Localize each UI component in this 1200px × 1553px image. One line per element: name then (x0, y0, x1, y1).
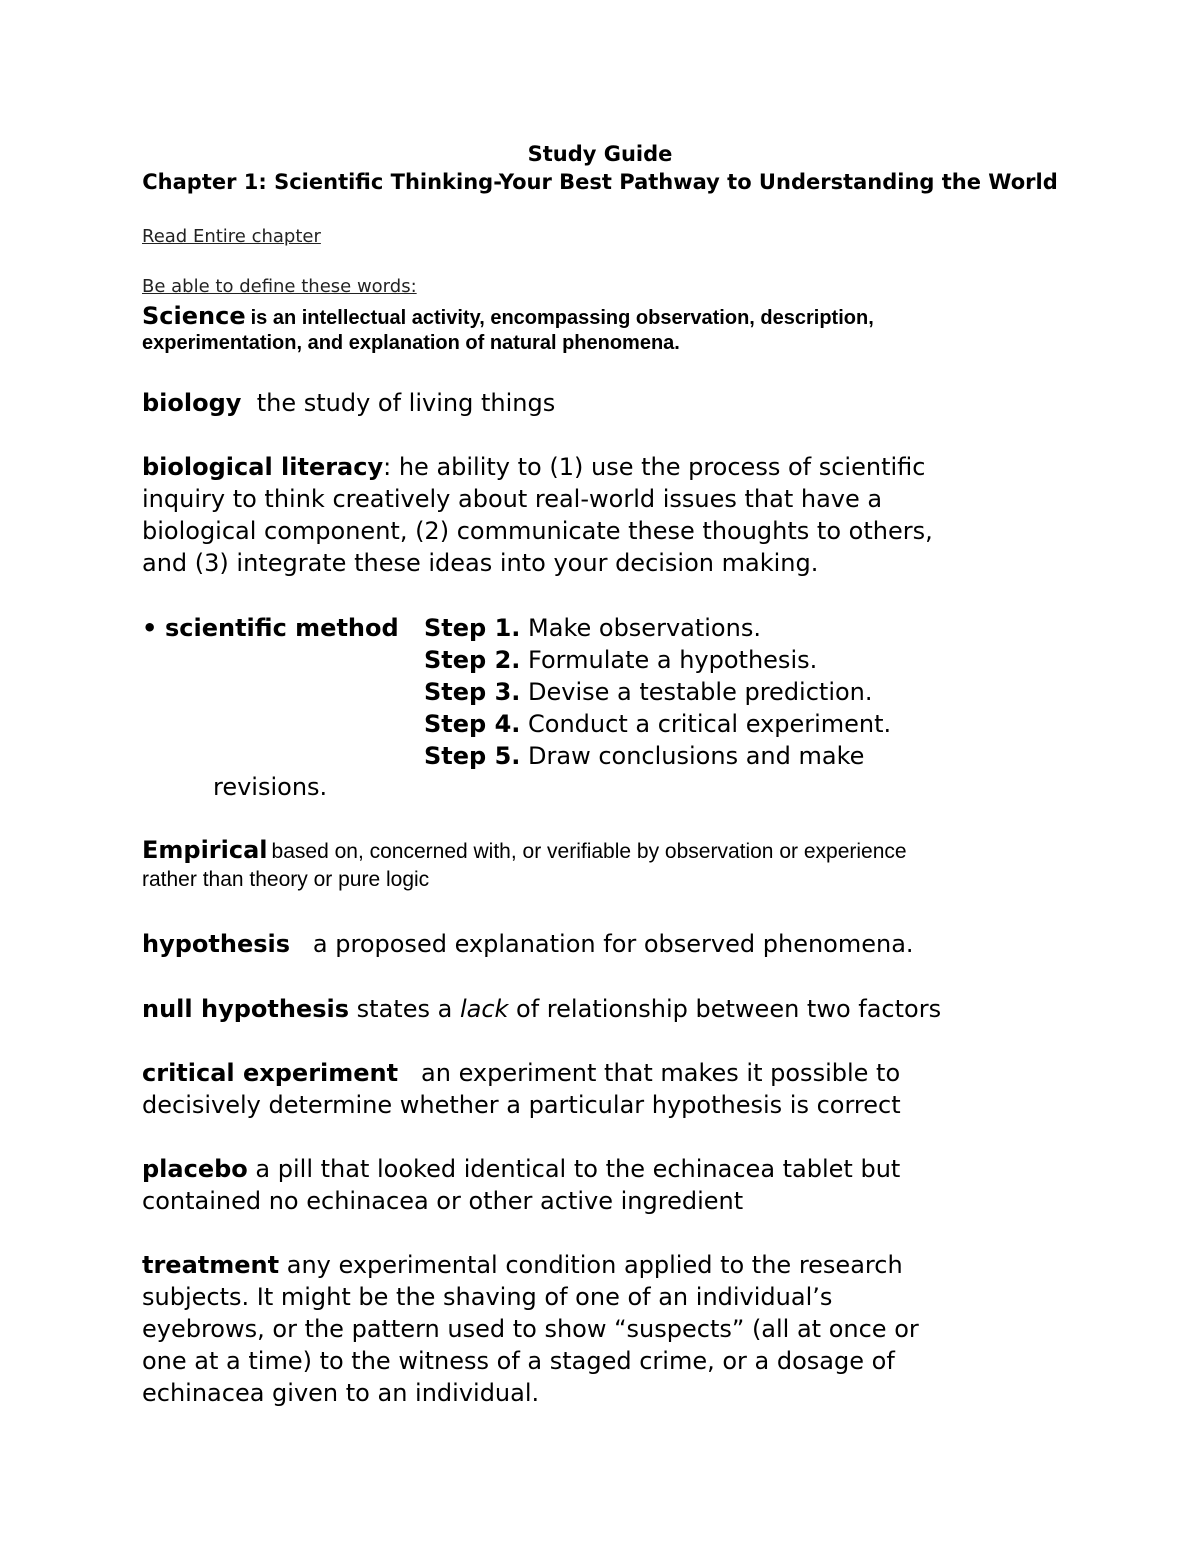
define-instruction: Be able to define these words: (142, 276, 417, 297)
science-def-line1: is an intellectual activity, encompassing observation, description, (250, 307, 874, 329)
hypothesis-def: a proposed explanation for observed phenomena. (312, 930, 914, 958)
biology-entry (142, 387, 555, 419)
step-item: Step 3. Devise a testable prediction. (424, 678, 873, 706)
document-title: Study Guide (527, 142, 673, 166)
biological-literacy-entry: biological literacy: he ability to (1) use the process of scientific inquiry to think creatively about real-world issues that have a biological component, (2) communicate these thoughts to others, and (3) integrate these ideas into your decision making. (142, 453, 933, 577)
empirical-def-line1: based on, concerned with, or verifiable by observation or experience (271, 840, 907, 863)
bullet: • (142, 614, 158, 642)
treatment-entry: treatment any experimental condition applied to the research subjects. It might be the shaving of one of an individual’s eyebrows, or the pattern used to show “suspects” (all at once or one at a time) to the witness of a staged crime, or a dosage of echinacea given to an individual. (142, 1251, 919, 1407)
term-biological-literacy: biological literacy (142, 453, 384, 481)
scientific-method-steps (424, 612, 891, 772)
chapter-heading: Chapter 1: Scientific Thinking-Your Best Pathway to Understanding the World (142, 170, 1058, 194)
term-null-hypothesis: null hypothesis (142, 995, 350, 1023)
step-continuation: revisions. (213, 773, 328, 801)
hypothesis-entry (142, 928, 914, 960)
term-scientific-method: scientific method (164, 614, 399, 642)
term-biology: biology (142, 389, 242, 417)
biology-def: the study of living things (256, 389, 556, 417)
null-hypothesis-entry: null hypothesis states a lack of relationship between two factors (142, 995, 942, 1023)
empirical-entry (142, 836, 907, 864)
term-treatment: treatment (142, 1251, 280, 1279)
science-entry (142, 302, 874, 330)
term-critical-experiment: critical experiment (142, 1059, 399, 1087)
scientific-method-label (142, 612, 399, 644)
step-item: Step 1. Make observations. (424, 614, 761, 642)
step-item: Step 4. Conduct a critical experiment. (424, 710, 892, 738)
placebo-entry: placebo a pill that looked identical to the echinacea tablet but contained no echinacea or other active ingredient (142, 1155, 901, 1215)
empirical-def-line2: rather than theory or pure logic (142, 868, 430, 891)
read-instruction: Read Entire chapter (142, 226, 321, 247)
step-item: Step 2. Formulate a hypothesis. (424, 646, 818, 674)
science-def-line2: experimentation, and explanation of natural phenomena. (142, 332, 680, 354)
step-item: Step 5. Draw conclusions and make (424, 742, 865, 770)
term-science: Science (142, 302, 246, 330)
term-empirical: Empirical (142, 836, 268, 864)
critical-experiment-entry: critical experiment an experiment that makes it possible to decisively determine whether a particular hypothesis is correct (142, 1059, 901, 1119)
term-placebo: placebo (142, 1155, 248, 1183)
term-hypothesis: hypothesis (142, 930, 291, 958)
